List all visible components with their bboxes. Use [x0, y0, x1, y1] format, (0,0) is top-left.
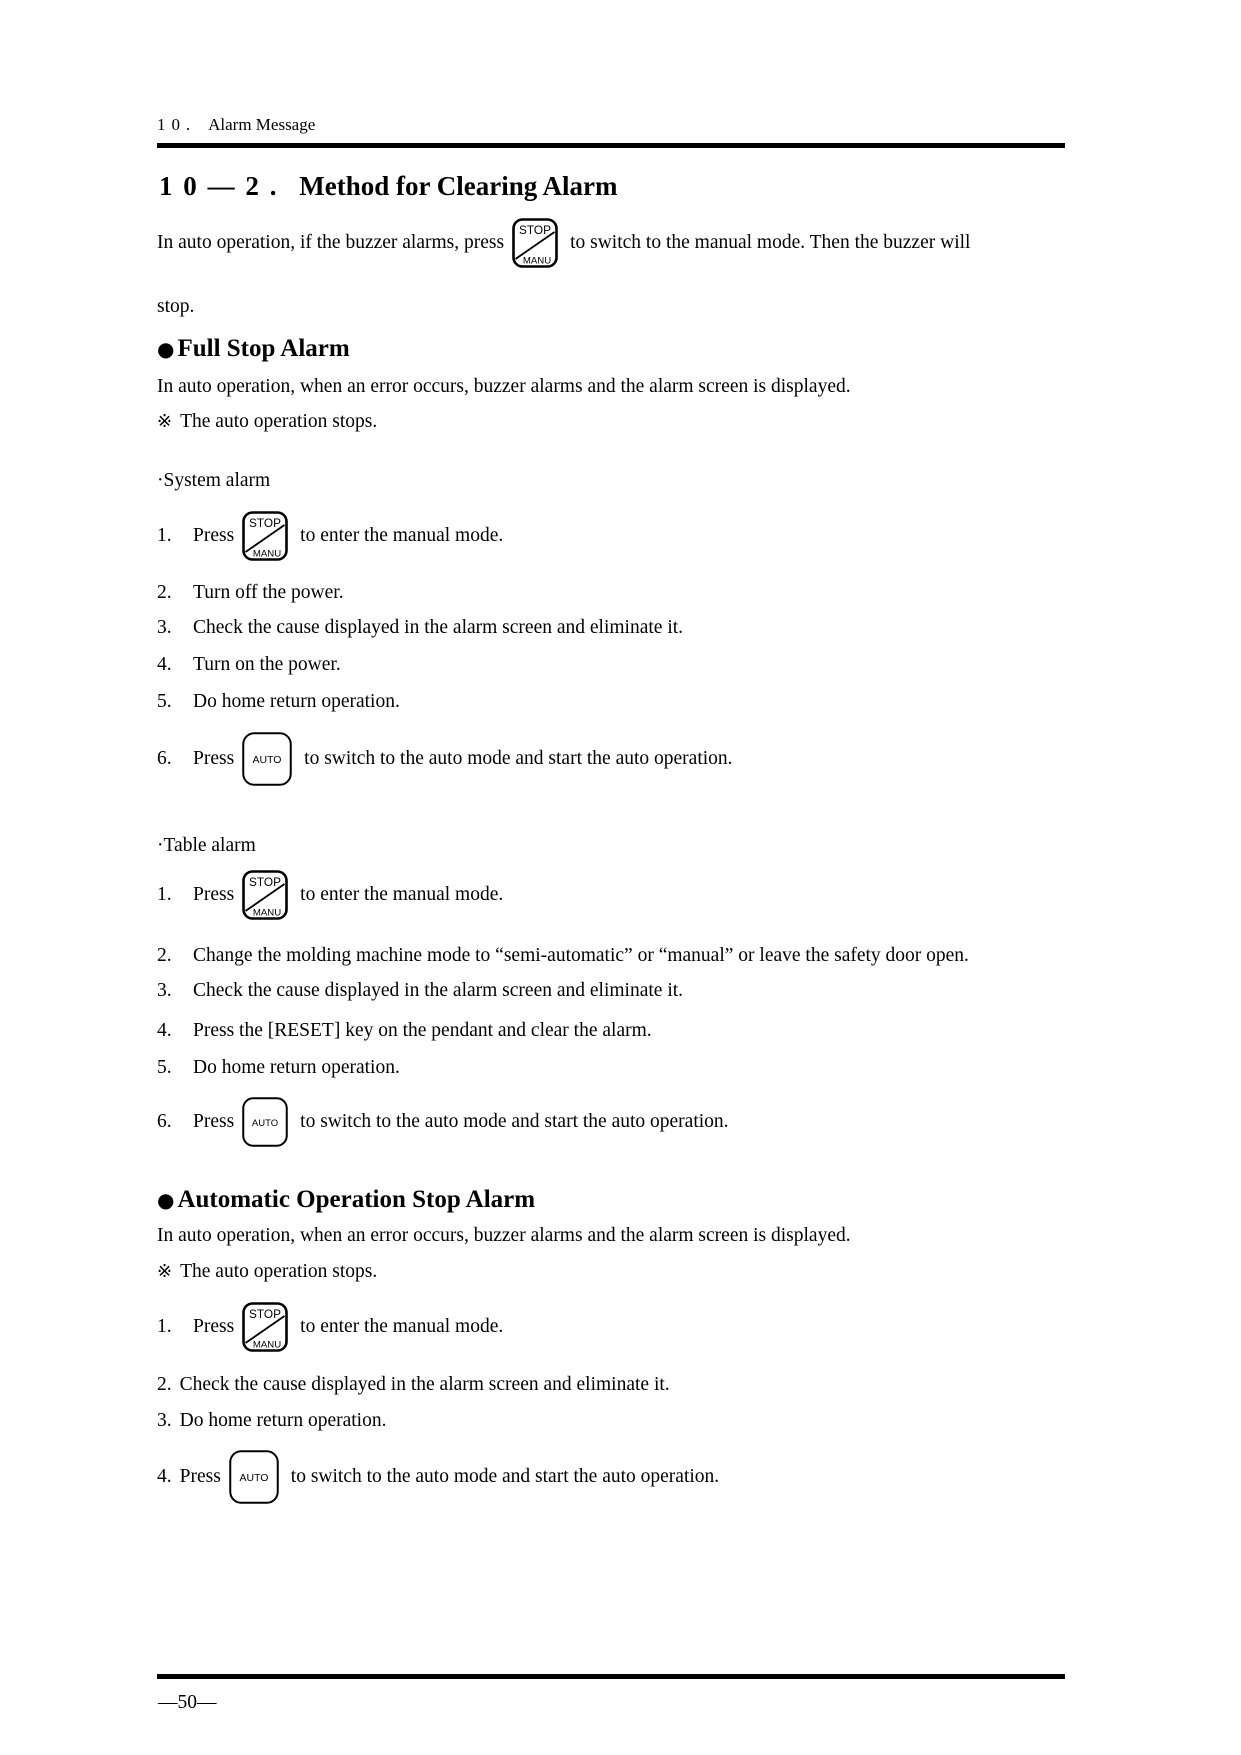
auto-key-icon — [242, 1097, 288, 1147]
step-text: Do home return operation. — [193, 1057, 400, 1078]
step-text: Do home return operation. — [193, 691, 400, 712]
auto-key-icon — [242, 732, 292, 786]
stop-key-label: STOP — [519, 223, 552, 237]
stop-key-label: STOP — [249, 516, 282, 530]
full-stop-description: In auto operation, when an error occurs, buzzer alarms and the alarm screen is displayed. — [157, 376, 851, 397]
section-title-text: Method for Clearing Alarm — [299, 171, 618, 201]
chapter-header — [157, 116, 1065, 134]
step-number: 6. — [157, 748, 172, 769]
system-alarm-step-2 — [157, 583, 1065, 603]
chapter-label: Alarm Message — [208, 115, 316, 134]
table-alarm-step-2 — [157, 946, 1065, 966]
table-alarm-step-6 — [157, 1095, 1065, 1149]
step-text: Press the [RESET] key on the pendant and clear the alarm. — [193, 1020, 652, 1041]
step-text: Check the cause displayed in the alarm screen and eliminate it. — [193, 617, 684, 638]
system-alarm-step-4 — [157, 655, 1065, 675]
table-alarm-step-5 — [157, 1058, 1065, 1078]
auto-stop-step-3 — [157, 1411, 1065, 1431]
auto-stop-alarm-heading-text: Automatic Operation Stop Alarm — [177, 1186, 536, 1213]
manu-key-label: MANU — [522, 255, 552, 267]
full-stop-alarm-heading-text: Full Stop Alarm — [177, 335, 350, 362]
step-text-pre: Press — [193, 884, 235, 905]
system-alarm-label: ·System alarm — [157, 470, 271, 491]
auto-stop-step-4 — [157, 1450, 1065, 1504]
step-number: 1. — [157, 1316, 172, 1337]
bullet-icon: ● — [157, 337, 175, 361]
step-text-post: to switch to the auto mode and start the auto operation. — [300, 1111, 729, 1132]
step-number: 5. — [157, 1057, 172, 1078]
manu-key-label: MANU — [253, 907, 282, 919]
manu-key-label: MANU — [253, 548, 282, 560]
step-text: Check the cause displayed in the alarm screen and eliminate it. — [179, 1374, 670, 1395]
table-alarm-step-1 — [157, 868, 1065, 922]
auto-stop-step-1 — [157, 1300, 1065, 1354]
chapter-number: 10. — [157, 115, 197, 134]
table-alarm-step-3 — [157, 981, 1065, 1001]
header-rule — [157, 143, 1065, 148]
page-content — [157, 0, 1065, 1504]
stop-manu-key-icon — [512, 218, 558, 268]
auto-key-label: AUTO — [252, 1118, 279, 1129]
step-text-post: to switch to the auto mode and start the auto operation. — [290, 1466, 720, 1487]
stop-key-label: STOP — [249, 875, 282, 889]
step-number: 3. — [157, 980, 172, 1001]
step-number: 3. — [157, 1410, 172, 1431]
step-text: Do home return operation. — [179, 1410, 387, 1431]
system-alarm-step-6 — [157, 732, 1065, 786]
auto-key-label: AUTO — [252, 754, 282, 766]
auto-stop-step-2 — [157, 1375, 1065, 1395]
step-text-post: to enter the manual mode. — [300, 884, 504, 905]
step-number: 2. — [157, 582, 172, 603]
system-alarm-step-5 — [157, 692, 1065, 712]
section-number: 10—2. — [159, 171, 288, 201]
intro-text-pre: In auto operation, if the buzzer alarms, press — [157, 232, 505, 253]
step-text-post: to enter the manual mode. — [300, 1316, 504, 1337]
step-number: 1. — [157, 525, 172, 546]
step-number: 2. — [157, 1374, 172, 1395]
auto-stop-description: In auto operation, when an error occurs, buzzer alarms and the alarm screen is displayed. — [157, 1225, 851, 1246]
stop-manu-key-icon — [242, 511, 288, 561]
step-number: 2. — [157, 945, 172, 966]
step-number: 4. — [157, 1466, 172, 1487]
table-alarm-step-4 — [157, 1021, 1065, 1041]
step-text: Turn off the power. — [193, 582, 344, 603]
auto-stop-note-text: The auto operation stops. — [180, 1261, 378, 1282]
stop-key-label: STOP — [249, 1307, 282, 1321]
auto-key-label: AUTO — [239, 1472, 269, 1484]
page-title — [159, 169, 1065, 203]
intro-continuation: stop. — [157, 296, 195, 317]
step-text: Turn on the power. — [193, 654, 341, 675]
system-alarm-step-1 — [157, 509, 1065, 563]
intro-text-post: to switch to the manual mode. Then the buzzer will — [570, 232, 971, 253]
step-number: 4. — [157, 654, 172, 675]
footer-rule — [157, 1674, 1065, 1679]
step-number: 1. — [157, 884, 172, 905]
auto-key-icon — [229, 1450, 279, 1504]
auto-stop-alarm-heading — [157, 1186, 1065, 1214]
step-text-pre: Press — [179, 1466, 221, 1487]
step-text-post: to enter the manual mode. — [300, 525, 504, 546]
step-text-pre: Press — [193, 748, 235, 769]
step-text-pre: Press — [193, 1111, 235, 1132]
stop-manu-key-icon — [242, 870, 288, 920]
step-number: 6. — [157, 1111, 172, 1132]
full-stop-note-text: The auto operation stops. — [180, 411, 378, 432]
table-alarm-label: ·Table alarm — [157, 835, 256, 856]
step-number: 4. — [157, 1020, 172, 1041]
intro-line — [157, 217, 1065, 269]
page-number: —50— — [158, 1692, 217, 1713]
system-alarm-step-3 — [157, 618, 1065, 638]
auto-stop-note — [157, 1261, 1065, 1283]
stop-manu-key-icon — [242, 1302, 288, 1352]
step-text-pre: Press — [193, 1316, 235, 1337]
step-text: Change the molding machine mode to “semi-automatic” or “manual” or leave the safety door open. — [193, 945, 969, 966]
reference-mark-icon: ※ — [157, 1261, 173, 1282]
step-text: Check the cause displayed in the alarm screen and eliminate it. — [193, 980, 684, 1001]
bullet-icon: ● — [157, 1188, 175, 1212]
step-text-pre: Press — [193, 525, 235, 546]
step-number: 3. — [157, 617, 172, 638]
step-number: 5. — [157, 691, 172, 712]
manu-key-label: MANU — [253, 1339, 282, 1351]
full-stop-note — [157, 411, 1065, 433]
reference-mark-icon: ※ — [157, 411, 173, 432]
full-stop-alarm-heading — [157, 335, 1065, 363]
step-text-post: to switch to the auto mode and start the auto operation. — [304, 748, 733, 769]
